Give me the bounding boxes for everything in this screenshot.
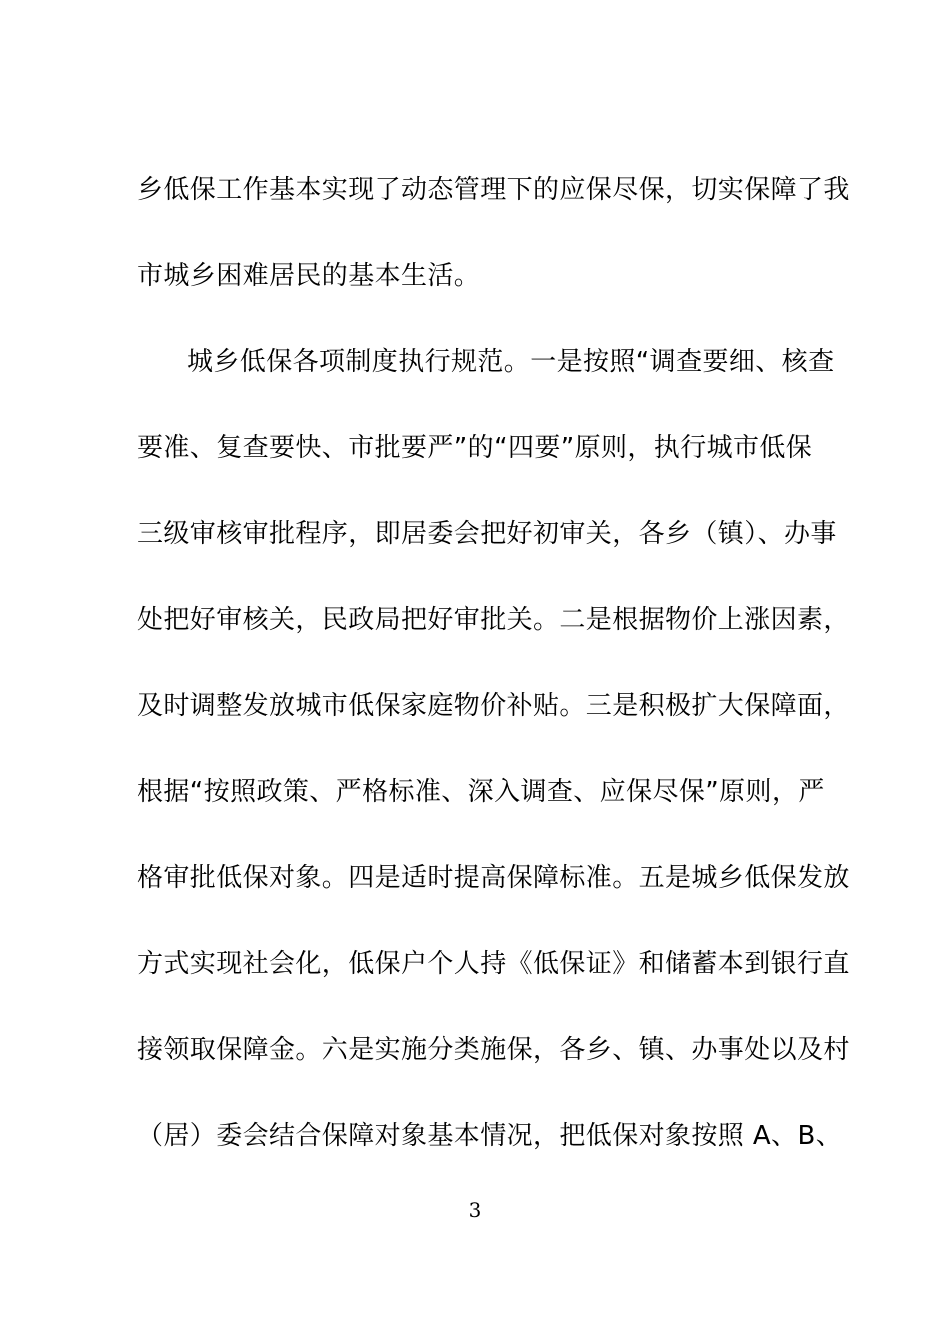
paragraph-line-2: 市城乡困难居民的基本生活。 — [137, 261, 481, 291]
paragraph-line-9: 格审批低保对象。四是适时提高保障标准。五是城乡低保发放 — [137, 863, 850, 893]
paragraph-line-3: 城乡低保各项制度执行规范。一是按照“调查要细、核查 — [187, 347, 835, 377]
paragraph-line-1: 乡低保工作基本实现了动态管理下的应保尽保，切实保障了我 — [137, 175, 850, 205]
paragraph-line-5: 三级审核审批程序，即居委会把好初审关，各乡（镇）、办事 — [137, 519, 837, 549]
page-number: 3 — [468, 1198, 482, 1222]
paragraph-line-12: （居）委会结合保障对象基本情况，把低保对象按照 A、B、 — [137, 1121, 843, 1151]
paragraph-line-4: 要准、复查要快、市批要严”的“四要”原则，执行城市低保 — [137, 433, 813, 463]
paragraph-line-8: 根据“按照政策、严格标准、深入调查、应保尽保”原则，严 — [137, 777, 825, 807]
paragraph-line-11: 接领取保障金。六是实施分类施保，各乡、镇、办事处以及村 — [137, 1035, 850, 1065]
paragraph-line-6: 处把好审核关，民政局把好审批关。二是根据物价上涨因素， — [137, 605, 850, 635]
paragraph-line-10: 方式实现社会化，低保户个人持《低保证》和储蓄本到银行直 — [137, 949, 850, 979]
paragraph-line-7: 及时调整发放城市低保家庭物价补贴。三是积极扩大保障面， — [137, 691, 850, 721]
